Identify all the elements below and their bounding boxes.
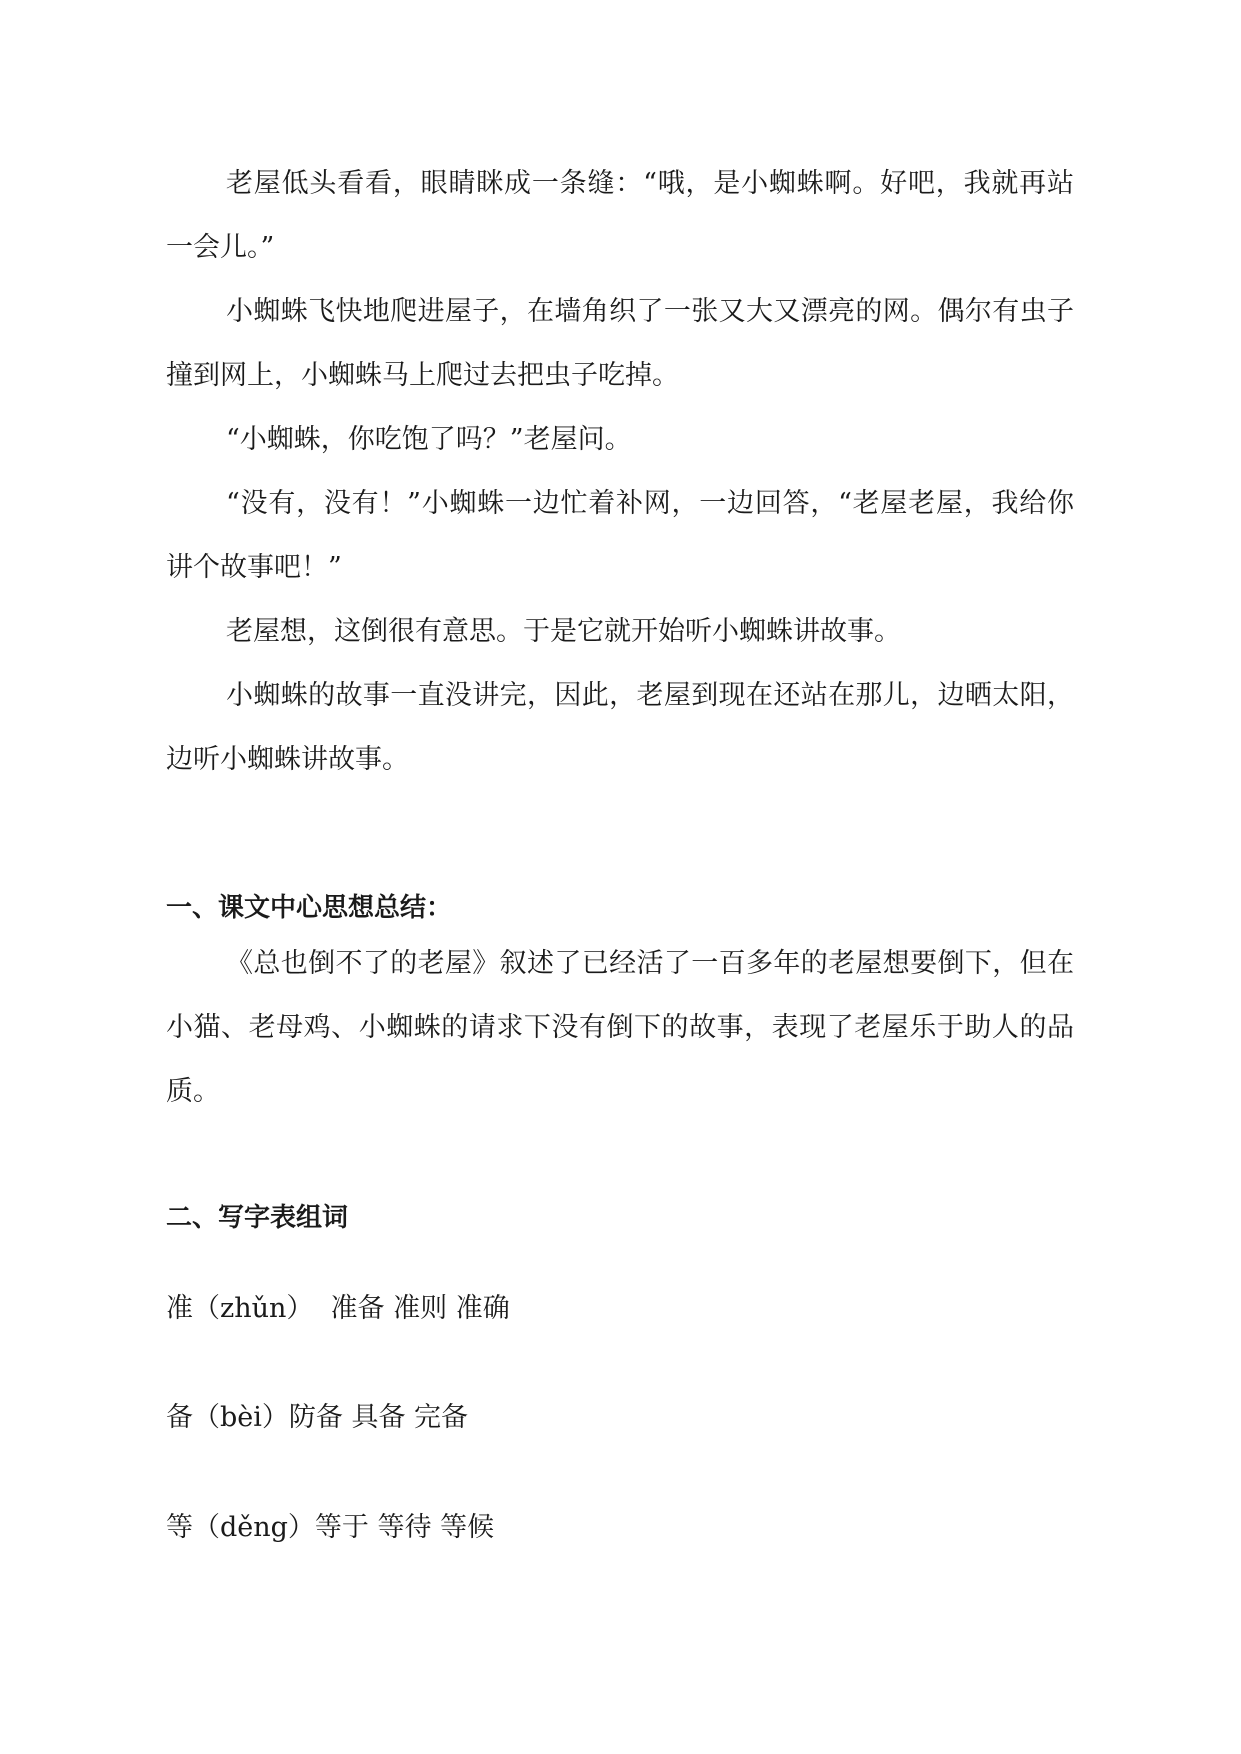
summary-heading: 一、课文中心思想总结： (166, 893, 453, 923)
vocabulary-row: 备（bèi）防备 具备 完备 (166, 1402, 469, 1433)
story-paragraph: “没有，没有！”小蜘蛛一边忙着补网，一边回答，“老屋老屋，我给你讲个故事吧！” (166, 488, 1074, 583)
story-paragraph: 老屋想，这倒很有意思。于是它就开始听小蜘蛛讲故事。 (226, 616, 901, 647)
story-paragraph: 老屋低头看看，眼睛眯成一条缝：“哦，是小蜘蛛啊。好吧，我就再站一会儿。” (166, 168, 1074, 263)
story-text (166, 152, 1074, 792)
vocabulary-row: 准（zhǔn） 准备 准则 准确 (166, 1293, 510, 1324)
summary-paragraph: 《总也倒不了的老屋》叙述了已经活了一百多年的老屋想要倒下，但在小猫、老母鸡、小蜘蛛的请求下没有倒下的故事，表现了老屋乐于助人的品质。 (166, 948, 1074, 1107)
vocabulary-row: 等（děng）等于 等待 等候 (166, 1512, 495, 1543)
story-paragraph: “小蜘蛛，你吃饱了吗？”老屋问。 (226, 424, 632, 455)
story-paragraph: 小蜘蛛飞快地爬进屋子，在墙角织了一张又大又漂亮的网。偶尔有虫子撞到网上，小蜘蛛马上爬过去把虫子吃掉。 (166, 296, 1074, 391)
vocabulary-heading: 二、写字表组词 (166, 1203, 349, 1233)
story-paragraph: 小蜘蛛的故事一直没讲完，因此，老屋到现在还站在那儿，边晒太阳，边听小蜘蛛讲故事。 (166, 680, 1074, 775)
